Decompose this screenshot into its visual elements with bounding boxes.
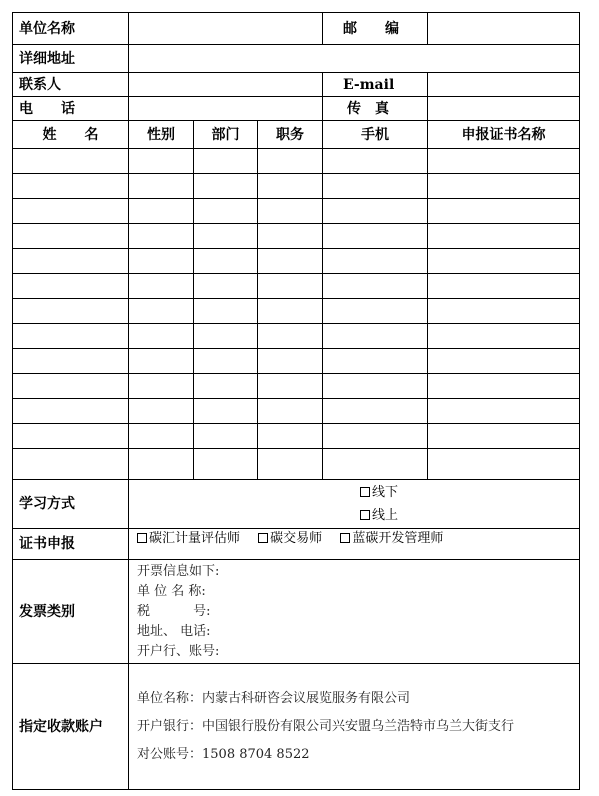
roster-cell[interactable] (428, 174, 580, 199)
roster-cell[interactable] (13, 224, 129, 249)
roster-cell[interactable] (323, 149, 428, 174)
roster-cell[interactable] (323, 424, 428, 449)
roster-cell[interactable] (428, 199, 580, 224)
roster-cell[interactable] (194, 349, 258, 374)
roster-cell[interactable] (258, 174, 323, 199)
certificate-row (13, 529, 580, 560)
col-mobile-header: 手机 (323, 121, 428, 149)
roster-cell[interactable] (194, 299, 258, 324)
roster-cell[interactable] (323, 224, 428, 249)
roster-cell[interactable] (13, 399, 129, 424)
contact-row (13, 73, 580, 97)
col-department-header: 部门 (194, 121, 258, 149)
cert-blue-carbon-option[interactable] (340, 531, 443, 546)
roster-cell[interactable] (258, 374, 323, 399)
roster-cell[interactable] (129, 174, 194, 199)
roster-cell[interactable] (129, 324, 194, 349)
roster-cell[interactable] (258, 224, 323, 249)
study-offline-option[interactable] (179, 481, 579, 504)
roster-cell[interactable] (13, 424, 129, 449)
cert-carbon-trader-option[interactable] (258, 531, 322, 546)
address-label: 详细地址 (13, 45, 129, 73)
roster-cell[interactable] (13, 149, 129, 174)
roster-cell[interactable] (428, 299, 580, 324)
roster-cell[interactable] (323, 199, 428, 224)
roster-cell[interactable] (323, 449, 428, 480)
invoice-label: 发票类别 (13, 560, 129, 664)
roster-row (13, 399, 580, 424)
roster-cell[interactable] (129, 449, 194, 480)
roster-cell[interactable] (194, 174, 258, 199)
roster-cell[interactable] (194, 274, 258, 299)
checkbox-icon[interactable] (360, 487, 370, 497)
phone-row (13, 97, 580, 121)
col-position-header: 职务 (258, 121, 323, 149)
roster-header-row (13, 121, 580, 149)
unit-name-field[interactable] (129, 13, 323, 45)
roster-cell[interactable] (428, 274, 580, 299)
invoice-info[interactable] (129, 560, 580, 664)
roster-cell[interactable] (129, 349, 194, 374)
study-method-row (13, 480, 580, 529)
fax-field[interactable] (428, 97, 580, 121)
roster-cell[interactable] (428, 249, 580, 274)
cert-carbon-sink-option[interactable] (137, 531, 240, 546)
roster-row (13, 249, 580, 274)
roster-cell[interactable] (13, 249, 129, 274)
roster-cell[interactable] (129, 374, 194, 399)
roster-row (13, 274, 580, 299)
checkbox-icon[interactable] (360, 510, 370, 520)
roster-cell[interactable] (194, 249, 258, 274)
account-unit-name: 单位名称：内蒙古科研咨会议展览服务有限公司 (137, 690, 411, 706)
roster-cell[interactable] (13, 174, 129, 199)
roster-row (13, 324, 580, 349)
roster-cell[interactable] (323, 399, 428, 424)
checkbox-icon[interactable] (137, 533, 147, 543)
col-certificate-header: 申报证书名称 (428, 121, 580, 149)
roster-cell[interactable] (129, 199, 194, 224)
roster-cell[interactable] (258, 199, 323, 224)
checkbox-icon[interactable] (340, 533, 350, 543)
unit-name-row (13, 13, 580, 45)
checkbox-icon[interactable] (258, 533, 268, 543)
roster-cell[interactable] (323, 349, 428, 374)
roster-cell[interactable] (258, 249, 323, 274)
address-row (13, 45, 580, 73)
cert-carbon-sink-label: 碳汇计量评估师 (149, 531, 241, 546)
roster-cell[interactable] (194, 449, 258, 480)
registration-form-table (12, 12, 580, 790)
contact-field[interactable] (129, 73, 323, 97)
study-method-options (129, 480, 580, 529)
study-method-label: 学习方式 (13, 480, 129, 529)
study-offline-label: 线下 (371, 485, 398, 500)
roster-cell[interactable] (323, 249, 428, 274)
roster-cell[interactable] (258, 324, 323, 349)
roster-cell[interactable] (258, 299, 323, 324)
roster-cell[interactable] (323, 174, 428, 199)
roster-cell[interactable] (13, 299, 129, 324)
roster-cell[interactable] (129, 274, 194, 299)
roster-cell[interactable] (13, 374, 129, 399)
study-online-option[interactable] (179, 504, 579, 527)
roster-cell[interactable] (258, 274, 323, 299)
roster-cell[interactable] (194, 324, 258, 349)
account-number: 对公账号：1508 8704 8522 (137, 746, 310, 762)
fax-label: 传 真 (323, 97, 428, 121)
roster-cell[interactable] (323, 374, 428, 399)
invoice-row (13, 560, 580, 664)
roster-row (13, 424, 580, 449)
roster-cell[interactable] (428, 449, 580, 480)
invoice-tax-number: 税 号: (137, 603, 211, 619)
roster-cell[interactable] (129, 249, 194, 274)
postcode-field[interactable] (428, 13, 580, 45)
roster-cell[interactable] (258, 399, 323, 424)
postcode-label: 邮 编 (323, 13, 428, 45)
roster-cell[interactable] (129, 424, 194, 449)
phone-field[interactable] (129, 97, 323, 121)
col-gender-header: 性别 (129, 121, 194, 149)
roster-cell[interactable] (13, 199, 129, 224)
roster-cell[interactable] (323, 324, 428, 349)
roster-cell[interactable] (258, 449, 323, 480)
roster-cell[interactable] (194, 149, 258, 174)
roster-row (13, 374, 580, 399)
address-field[interactable] (129, 45, 580, 73)
roster-cell[interactable] (194, 199, 258, 224)
roster-cell[interactable] (258, 349, 323, 374)
account-row (13, 664, 580, 790)
roster-cell[interactable] (428, 349, 580, 374)
roster-cell[interactable] (428, 399, 580, 424)
roster-cell[interactable] (323, 299, 428, 324)
invoice-unit-name: 单 位 名 称: (137, 583, 206, 599)
contact-label: 联系人 (13, 73, 129, 97)
roster-row (13, 224, 580, 249)
roster-row (13, 349, 580, 374)
roster-cell[interactable] (13, 449, 129, 480)
roster-cell[interactable] (323, 274, 428, 299)
account-label: 指定收款账户 (13, 664, 129, 790)
roster-row (13, 174, 580, 199)
roster-cell[interactable] (258, 149, 323, 174)
roster-cell[interactable] (129, 299, 194, 324)
roster-cell[interactable] (194, 399, 258, 424)
roster-cell[interactable] (129, 149, 194, 174)
roster-cell[interactable] (13, 324, 129, 349)
roster-cell[interactable] (428, 374, 580, 399)
study-online-label: 线上 (371, 508, 398, 523)
invoice-bank-account: 开户行、账号: (137, 643, 220, 659)
cert-carbon-trader-label: 碳交易师 (270, 531, 323, 546)
roster-row (13, 299, 580, 324)
roster-cell[interactable] (428, 149, 580, 174)
roster-cell[interactable] (258, 424, 323, 449)
invoice-address-phone: 地址、 电话: (137, 623, 211, 639)
email-label: E-mail (323, 73, 428, 97)
col-name-header: 姓 名 (13, 121, 129, 149)
unit-name-label: 单位名称 (13, 13, 129, 45)
roster-row (13, 149, 580, 174)
roster-cell[interactable] (129, 399, 194, 424)
roster-cell[interactable] (194, 424, 258, 449)
account-info (129, 664, 580, 790)
roster-cell[interactable] (13, 349, 129, 374)
account-bank: 开户银行：中国银行股份有限公司兴安盟乌兰浩特市乌兰大街支行 (137, 718, 515, 734)
email-field[interactable] (428, 73, 580, 97)
roster-cell[interactable] (194, 224, 258, 249)
roster-cell[interactable] (129, 224, 194, 249)
cert-blue-carbon-label: 蓝碳开发管理师 (352, 531, 444, 546)
phone-label: 电 话 (13, 97, 129, 121)
roster-cell[interactable] (428, 424, 580, 449)
roster-cell[interactable] (194, 374, 258, 399)
roster-cell[interactable] (428, 324, 580, 349)
roster-cell[interactable] (428, 224, 580, 249)
invoice-intro: 开票信息如下: (137, 563, 220, 579)
certificate-options (129, 529, 580, 560)
certificate-label: 证书申报 (13, 529, 129, 560)
roster-row (13, 199, 580, 224)
roster-row (13, 449, 580, 480)
roster-cell[interactable] (13, 274, 129, 299)
